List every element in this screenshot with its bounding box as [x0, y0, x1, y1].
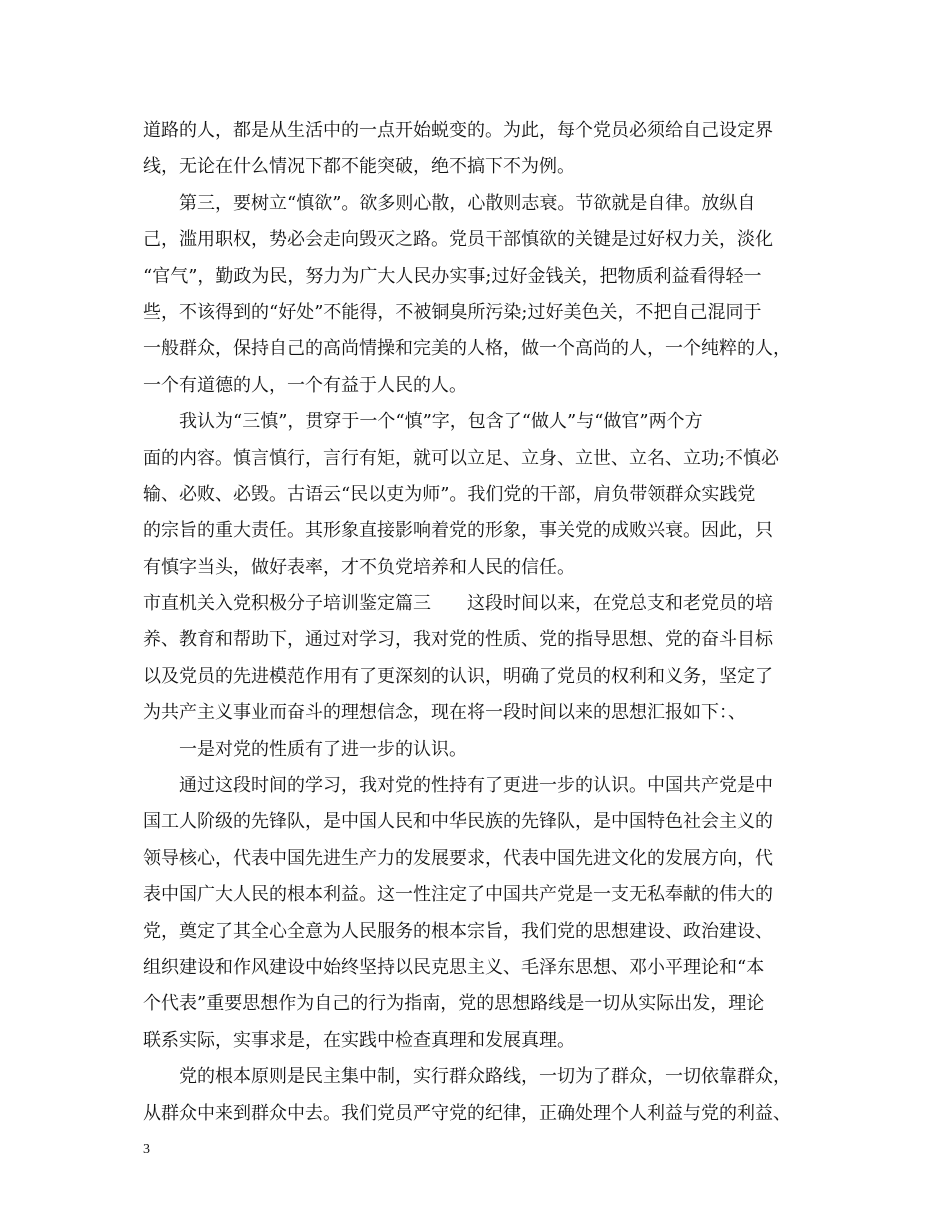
text-line: 己，滥用职权，势必会走向毁灭之路。党员干部慎欲的关键是过好权力关，淡化 [143, 229, 773, 251]
text-line: 表中国广大人民的根本利益。这一性注定了中国共产党是一支无私奉献的伟大的 [143, 884, 773, 906]
text-line: 输、必败、必毁。古语云“民以吏为师”。我们党的干部，肩负带领群众实践党 [143, 483, 756, 505]
text-line: 有慎字当头，做好表率，才不负党培养和人民的信任。 [143, 556, 575, 578]
text-line: 个代表”重要思想作为自己的行为指南，党的思想路线是一切从实际出发，理论 [143, 993, 765, 1015]
text-line: 一个有道德的人，一个有益于人民的人。 [143, 374, 467, 396]
text-line: 党的根本原则是民主集中制，实行群众路线，一切为了群众，一切依靠群众， [179, 1066, 791, 1088]
text-line: 一是对党的性质有了进一步的认识。 [179, 738, 467, 760]
text-line: “官气”，勤政为民，努力为广大人民办实事;过好金钱关，把物质利益看得轻一 [143, 265, 762, 287]
text-line: 的宗旨的重大责任。其形象直接影响着党的形象，事关党的成败兴衰。因此，只 [143, 520, 773, 542]
text-line: 领导核心，代表中国先进生产力的发展要求，代表中国先进文化的发展方向，代 [143, 847, 773, 869]
text-line: 我认为“三慎”，贯穿于一个“慎”字，包含了“做人”与“做官”两个方 [179, 411, 703, 433]
text-line: 线，无论在什么情况下都不能突破，绝不搞下不为例。 [143, 156, 575, 178]
text-line: 道路的人，都是从生活中的一点开始蜕变的。为此，每个党员必须给自己设定界 [143, 120, 773, 141]
text-line: 组织建设和作风建设中始终坚持以民克思主义、毛泽东思想、邓小平理论和“本 [143, 956, 765, 978]
text-line: 第三，要树立“慎欲”。欲多则心散，心散则志衰。节欲就是自律。放纵自 [179, 192, 756, 214]
text-line: 一般群众，保持自己的高尚情操和完美的人格，做一个高尚的人，一个纯粹的人， [143, 338, 791, 360]
text-line: 市直机关入党积极分子培训鉴定篇三 这段时间以来，在党总支和老党员的培 [143, 593, 773, 615]
document-body [143, 113, 823, 1132]
text-line: 联系实际，实事求是，在实践中检查真理和发展真理。 [143, 1029, 575, 1051]
text-line: 些，不该得到的“好处”不能得，不被铜臭所污染;过好美色关，不把自己混同于 [143, 301, 762, 323]
text-line: 以及党员的先进模范作用有了更深刻的认识，明确了党员的权利和义务，坚定了 [143, 665, 773, 687]
text-line: 面的内容。慎言慎行，言行有矩，就可以立足、立身、立世、立名、立功;不慎必 [143, 447, 780, 469]
text-line: 从群众中来到群众中去。我们党员严守党的纪律，正确处理个人利益与党的利益、 [143, 1102, 791, 1124]
text-line: 养、教育和帮助下，通过对学习，我对党的性质、党的指导思想、党的奋斗目标 [143, 629, 773, 651]
page-number: 3 [143, 1142, 150, 1157]
text-line: 为共产主义事业而奋斗的理想信念，现在将一段时间以来的思想汇报如下：、 [143, 702, 746, 724]
text-line: 国工人阶级的先锋队，是中国人民和中华民族的先锋队，是中国特色社会主义的 [143, 811, 773, 833]
text-line: 党，奠定了其全心全意为人民服务的根本宗旨，我们党的思想建设、政治建设、 [143, 920, 773, 942]
text-line: 通过这段时间的学习，我对党的性持有了更进一步的认识。中国共产党是中 [179, 775, 773, 797]
